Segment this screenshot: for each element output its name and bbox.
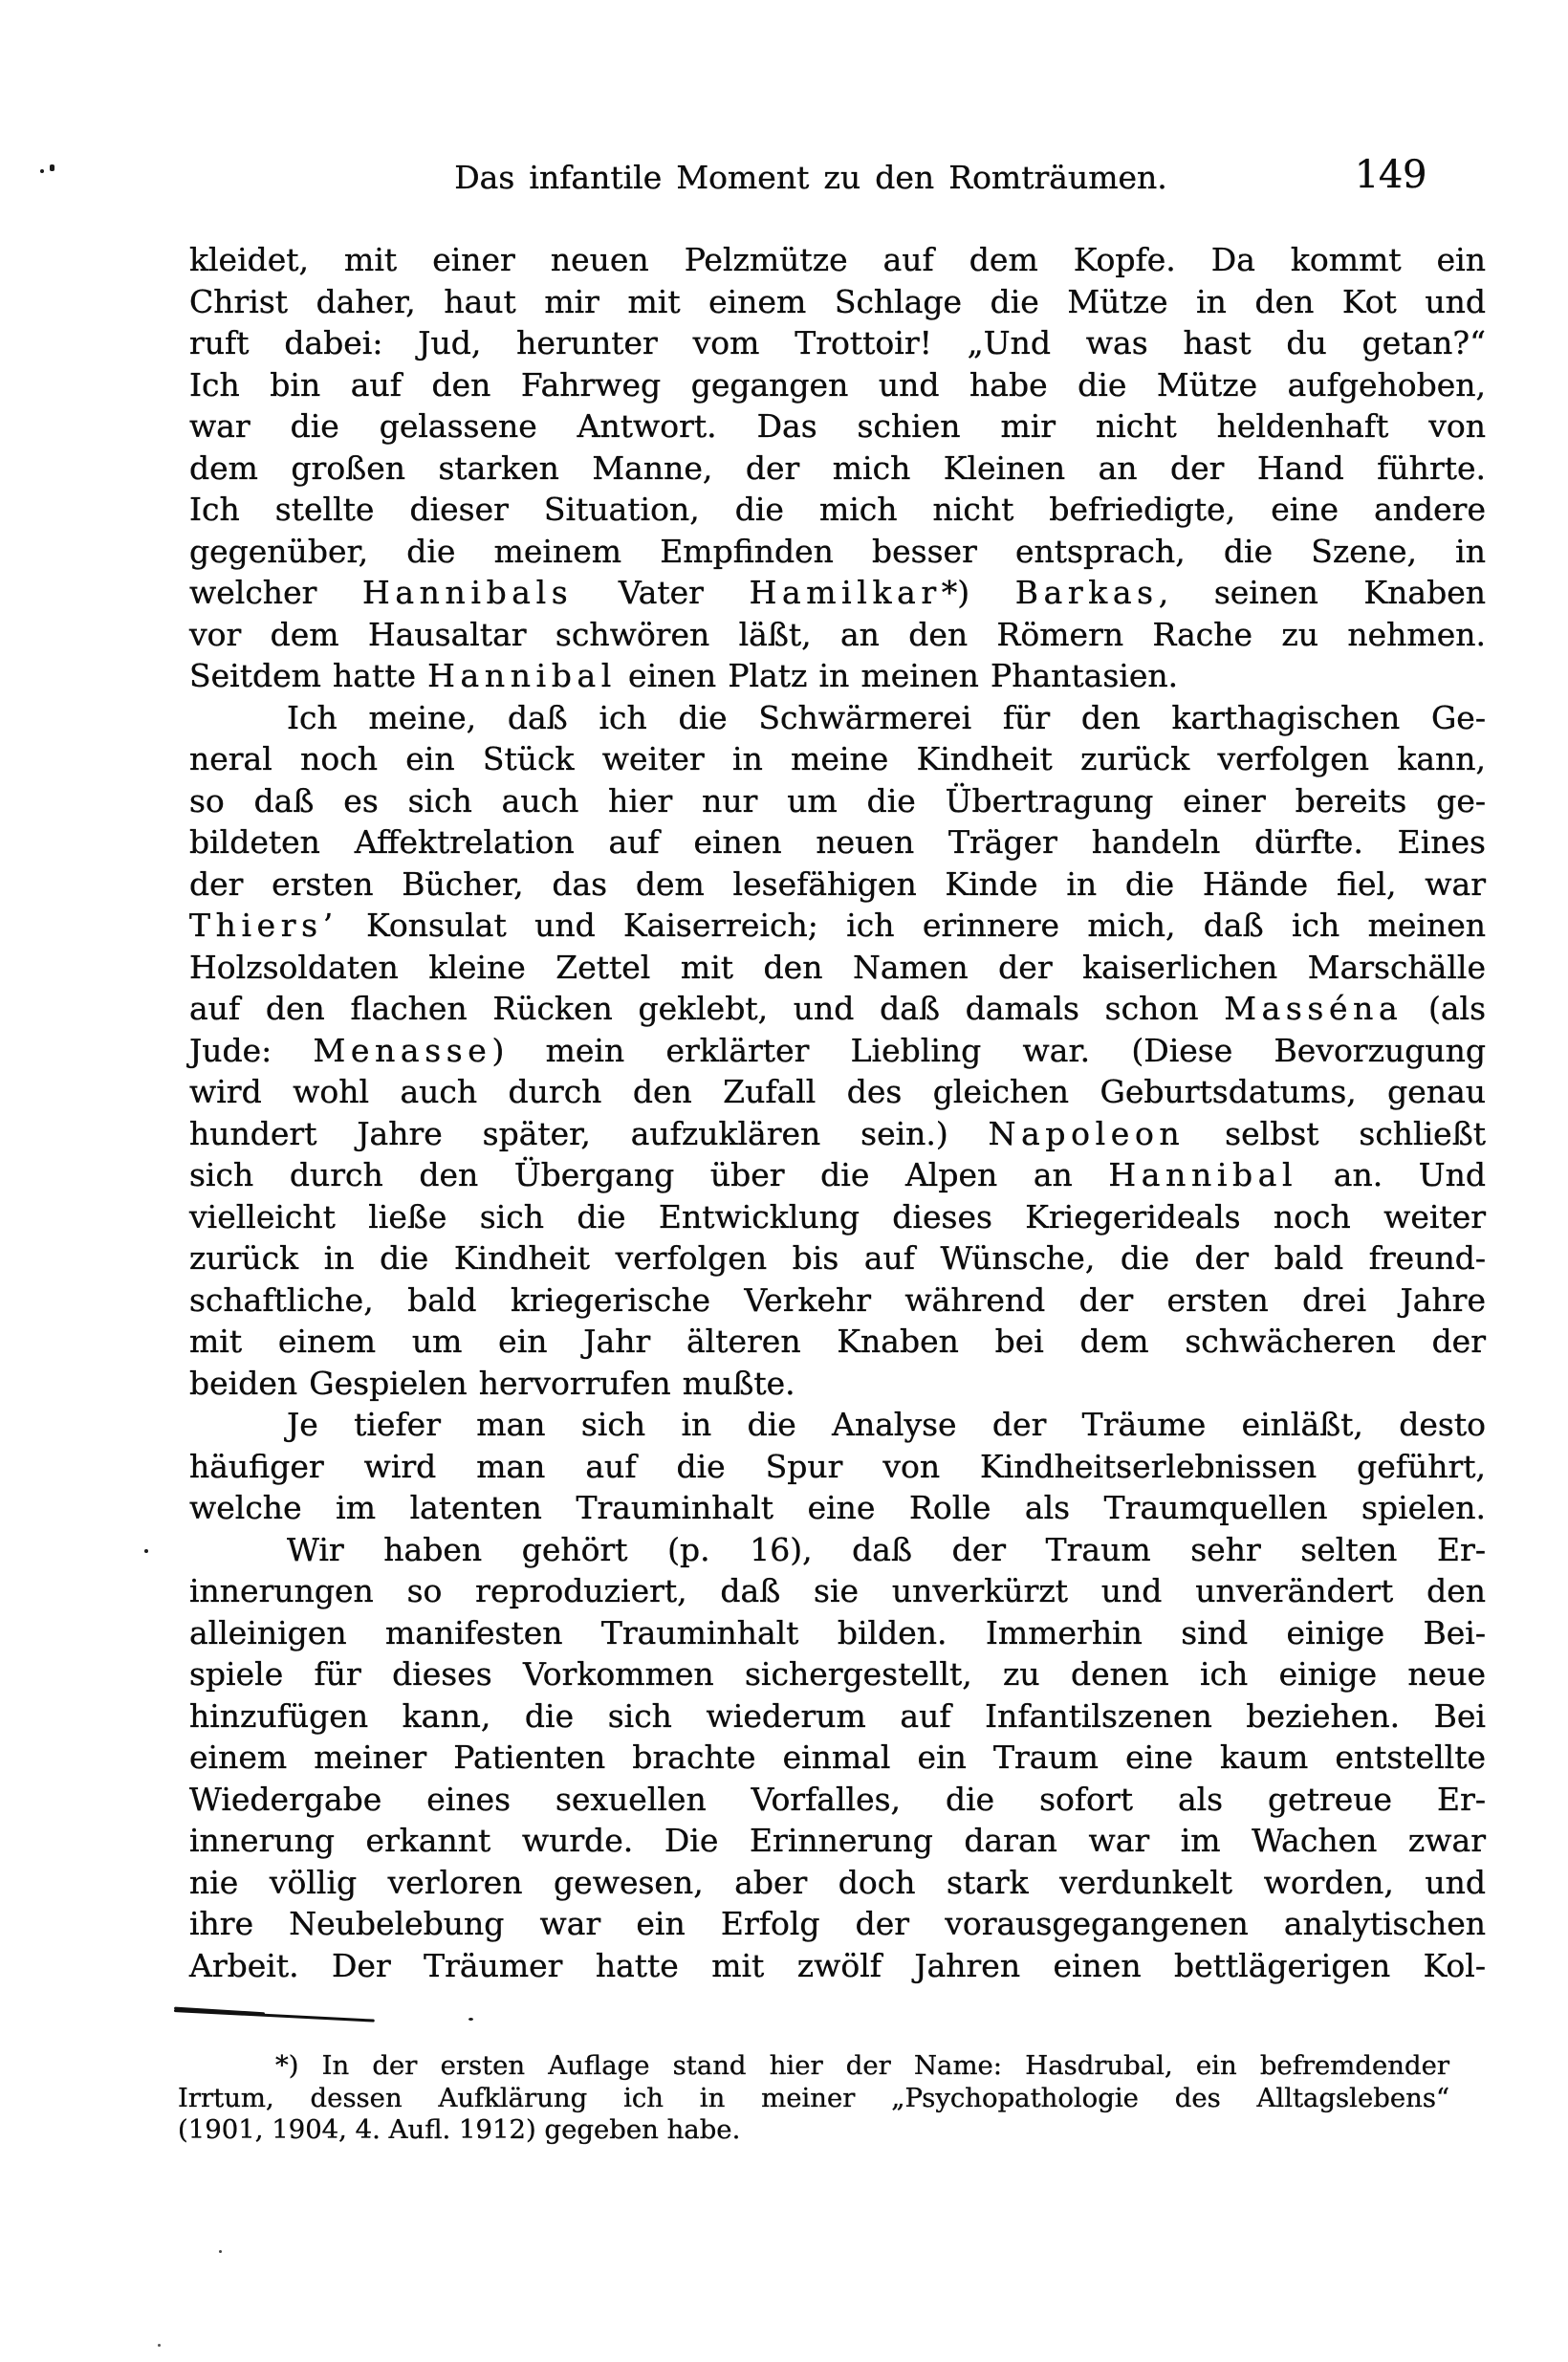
text-line: so daß es sich auch hier nur um die Übertragung einer bereits ge- <box>189 781 1486 820</box>
text-line: dem großen starken Manne, der mich Kleinen an der Hand führte. <box>189 448 1486 487</box>
text-line: Wiedergabe eines sexuellen Vorfalles, die sofort als getreue Er- <box>189 1780 1486 1818</box>
page-number: 149 <box>1354 153 1426 197</box>
text-line: alleinigen manifesten Trauminhalt bilden. Immerhin sind einige Bei- <box>189 1613 1486 1651</box>
text-line: zurück in die Kindheit verfolgen bis auf Wünsche, die der bald freund- <box>189 1239 1486 1277</box>
ink-speck <box>158 2344 161 2347</box>
text-line: neral noch ein Stück weiter in meine Kindheit zurück verfolgen kann, <box>189 740 1486 777</box>
text-line: mit einem um ein Jahr älteren Knaben bei dem schwächeren der <box>189 1323 1486 1360</box>
text-line: vielleicht ließe sich die Entwicklung dieses Kriegerideals noch weiter <box>189 1197 1486 1236</box>
text-line: Ich meine, daß ich die Schwärmerei für den karthagischen Ge- <box>287 698 1486 736</box>
text-line: innerung erkannt wurde. Die Erinnerung daran war im Wachen zwar <box>189 1822 1486 1859</box>
text-line: Wir haben gehört (p. 16), daß der Traum sehr selten Er- <box>287 1530 1486 1568</box>
text-line: kleidet, mit einer neuen Pelzmütze auf dem Kopfe. Da kommt ein <box>189 241 1486 278</box>
text-line: Arbeit. Der Träumer hatte mit zwölf Jahren einen bettlägerigen Kol- <box>189 1946 1486 1984</box>
running-header-title: Das infantile Moment zu den Romträumen. <box>454 159 1167 196</box>
body-text <box>189 239 1486 1986</box>
text-line: Ich stellte dieser Situation, die mich nicht befriedigte, eine andere <box>189 491 1486 528</box>
text-line: der ersten Bücher, das dem lesefähigen Kinde in die Hände fiel, war <box>189 864 1486 903</box>
text-line: Seitdem hatte Hannibal einen Platz in meinen Phantasien. <box>189 657 1179 694</box>
text-line: spiele für dieses Vorkommen sichergestellt, zu denen ich einige neue <box>189 1655 1486 1693</box>
text-line: bildeten Affektrelation auf einen neuen Träger handeln dürfte. Eines <box>189 823 1486 861</box>
text-line: Holzsoldaten kleine Zettel mit den Namen der kaiserlichen Marschälle <box>189 948 1486 986</box>
text-line: einem meiner Patienten brachte einmal ein Traum eine kaum entstellte <box>189 1739 1486 1776</box>
text-line: ruft dabei: Jud, herunter vom Trottoir! „Und was hast du getan?“ <box>189 324 1486 361</box>
footnote-separator <box>174 2009 375 2023</box>
text-line: beiden Gespielen hervorrufen mußte. <box>189 1364 795 1402</box>
ink-speck <box>468 2018 473 2021</box>
text-line: Christ daher, haut mir mit einem Schlage die Mütze in den Kot und <box>189 282 1486 320</box>
text-line: nie völlig verloren gewesen, aber doch stark verdunkelt worden, und <box>189 1863 1486 1901</box>
footnote <box>178 2050 1449 2147</box>
text-line: auf den flachen Rücken geklebt, und daß damals schon Masséna (als <box>189 990 1487 1027</box>
text-line: innerungen so reproduziert, daß sie unverkürzt und unverändert den <box>189 1572 1486 1609</box>
text-line: Irrtum, dessen Aufklärung ich in meiner „Psychopathologie des Alltagslebens“ <box>178 2082 1449 2113</box>
text-line: sich durch den Übergang über die Alpen an Hannibal an. Und <box>189 1156 1486 1193</box>
text-line: *) In der ersten Auflage stand hier der Name: Hasdrubal, ein befremdender <box>275 2050 1449 2081</box>
text-line: hinzufügen kann, die sich wiederum auf Infantilszenen beziehen. Bei <box>189 1696 1486 1735</box>
ink-speck <box>50 164 54 171</box>
text-line: Je tiefer man sich in die Analyse der Träume einläßt, desto <box>287 1406 1486 1443</box>
text-line: vor dem Hausaltar schwören läßt, an den Römern Rache zu nehmen. <box>189 615 1486 653</box>
text-line: häufiger wird man auf die Spur von Kindheitserlebnissen geführt, <box>189 1447 1486 1485</box>
ink-speck <box>144 1549 148 1553</box>
text-line: Thiers’ Konsulat und Kaiserreich; ich erinnere mich, daß ich meinen <box>189 907 1486 944</box>
text-line: welche im latenten Trauminhalt eine Rolle als Traumquellen spielen. <box>189 1489 1486 1526</box>
ink-speck <box>219 2250 222 2253</box>
text-line: (1901, 1904, 4. Aufl. 1912) gegeben habe. <box>178 2114 741 2145</box>
text-line: wird wohl auch durch den Zufall des gleichen Geburtsdatums, genau <box>189 1073 1486 1110</box>
text-line: ihre Neubelebung war ein Erfolg der vorausgegangenen analytischen <box>189 1905 1486 1942</box>
text-line: welcher Hannibals Vater Hamilkar*) Barkas, seinen Knaben <box>189 574 1487 611</box>
text-line: war die gelassene Antwort. Das schien mir nicht heldenhaft von <box>189 407 1486 445</box>
text-line: hundert Jahre später, aufzuklären sein.) Napoleon selbst schließt <box>189 1114 1486 1152</box>
text-line: gegenüber, die meinem Empfinden besser entsprach, die Szene, in <box>189 532 1486 570</box>
text-line: Ich bin auf den Fahrweg gegangen und habe die Mütze aufgehoben, <box>189 365 1486 404</box>
text-line: schaftliche, bald kriegerische Verkehr während der ersten drei Jahre <box>189 1280 1486 1319</box>
ink-speck <box>40 169 44 173</box>
text-line: Jude: Menasse) mein erklärter Liebling war. (Diese Bevorzugung <box>189 1031 1486 1069</box>
